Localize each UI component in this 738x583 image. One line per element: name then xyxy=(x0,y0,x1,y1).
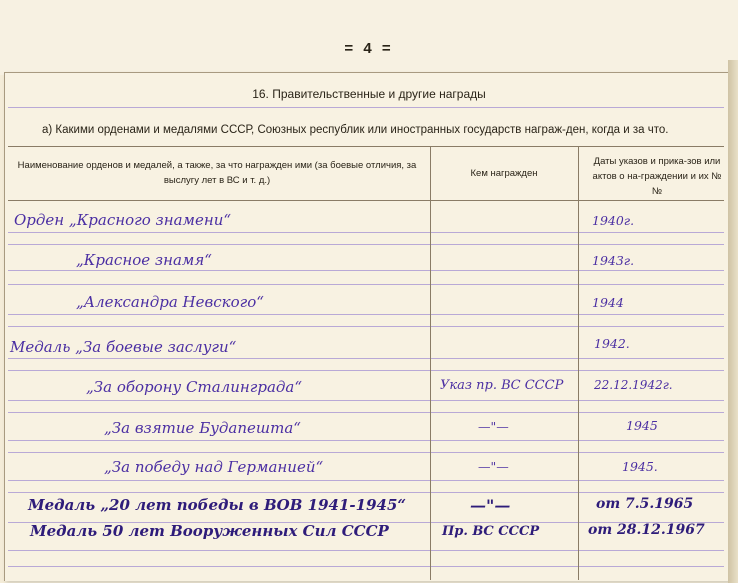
header-bottom-line xyxy=(8,200,724,201)
award-date: 1942. xyxy=(594,336,630,351)
rule-line xyxy=(8,270,724,271)
award-date: 1945 xyxy=(626,418,658,433)
rule-line xyxy=(8,550,724,551)
rule-line xyxy=(8,326,724,327)
award-name: „Красное знамя“ xyxy=(76,251,212,269)
top-margin xyxy=(0,0,738,75)
award-date: 1943г. xyxy=(592,253,635,268)
award-date: 1940г. xyxy=(592,213,635,228)
award-name: Медаль „За боевые заслуги“ xyxy=(10,338,237,356)
column-divider xyxy=(430,146,431,580)
rule-line xyxy=(8,492,724,493)
page-edge xyxy=(728,60,738,583)
rule-line xyxy=(8,314,724,315)
awarded-by: —"— xyxy=(470,496,511,515)
rule-line xyxy=(8,244,724,245)
rule-line xyxy=(8,107,724,108)
award-name: Медаль 50 лет Вооруженных Сил СССР xyxy=(30,522,389,540)
rule-line xyxy=(8,440,724,441)
award-name: „За взятие Будапешта“ xyxy=(104,419,301,437)
rule-line xyxy=(8,358,724,359)
awarded-by: —"— xyxy=(478,419,509,434)
award-date: 1945. xyxy=(622,459,658,474)
rule-line xyxy=(8,370,724,371)
award-date: от 28.12.1967 xyxy=(588,522,705,538)
award-date: 1944 xyxy=(592,295,624,310)
awarded-by: Пр. ВС СССР xyxy=(442,524,540,539)
column-header-by-whom: Кем награжден xyxy=(470,168,538,179)
award-date: 22.12.1942г. xyxy=(594,378,673,392)
section-subtitle: а) Какими орденами и медалями СССР, Союзных республик или иностранных государств награж-ден, когда и за что. xyxy=(42,124,669,136)
awarded-by: —"— xyxy=(478,459,509,474)
rule-line xyxy=(8,232,724,233)
award-date: от 7.5.1965 xyxy=(596,496,694,512)
rule-line xyxy=(8,284,724,285)
rule-line xyxy=(8,480,724,481)
award-name: „За оборону Сталинграда“ xyxy=(86,378,303,396)
rule-line xyxy=(8,452,724,453)
rule-line xyxy=(8,400,724,401)
awarded-by: Указ пр. ВС СССР xyxy=(440,378,564,393)
award-name: Орден „Красного знамени“ xyxy=(14,211,232,229)
award-name: Медаль „20 лет победы в ВОВ 1941-1945“ xyxy=(28,496,407,514)
section-title: 16. Правительственные и другие награды xyxy=(252,87,486,101)
column-header-name: Наименование орденов и медалей, а также, за что награжден ими (за боевые отличия, за выслугу лет в ВС и т. д.) xyxy=(17,160,417,186)
column-header-dates: Даты указов и прика-зов или актов о на-граждении и их №№ xyxy=(592,156,722,197)
page-number: = 4 = xyxy=(344,40,394,57)
rule-line xyxy=(8,412,724,413)
rule-line xyxy=(8,566,724,567)
column-divider xyxy=(578,146,579,580)
award-name: „Александра Невского“ xyxy=(76,293,264,311)
award-name: „За победу над Германией“ xyxy=(104,458,324,476)
table-top-line xyxy=(8,146,724,147)
